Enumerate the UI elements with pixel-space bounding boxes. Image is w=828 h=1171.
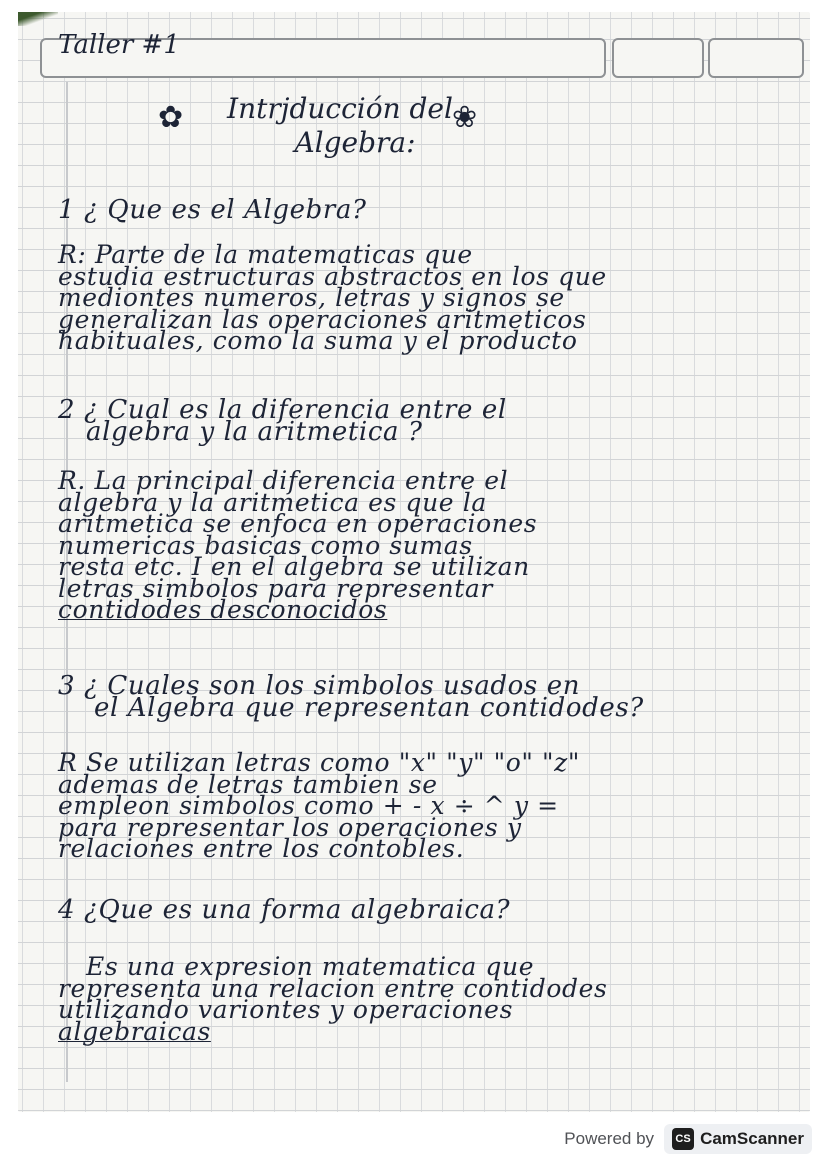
answer-3-line: R Se utilizan letras como "x" "y" "o" "z" <box>58 748 580 777</box>
question-2-line: 2 ¿ Cual es la diferencia entre el <box>58 395 507 425</box>
question-4: 4 ¿Que es una forma algebraica? <box>58 895 511 925</box>
answer-2-line: algebra y la aritmetica es que la <box>58 487 487 517</box>
answer-4-line: Es una expresion matematica que <box>86 952 535 981</box>
section-3 <box>58 671 778 723</box>
question-1: 1 ¿ Que es el Algebra? <box>58 195 367 225</box>
page-title: Taller #1 <box>58 30 180 60</box>
flower-doodle-icon: ✿ <box>158 100 184 135</box>
camscanner-icon: CS <box>672 1128 694 1150</box>
section-4 <box>58 895 778 925</box>
topic-heading <box>150 92 530 160</box>
answer-2-line: numericas basicas como sumas <box>58 530 473 560</box>
question-2-line: algebra y la aritmetica ? <box>86 416 423 447</box>
answer-1-line: R: Parte de la matematicas que <box>58 240 473 269</box>
answer-1 <box>58 240 778 355</box>
scanner-watermark <box>564 1119 812 1159</box>
answer-1-line: habituales, como la suma y el producto <box>58 326 578 355</box>
heading-line-2: Algebra: <box>294 126 416 159</box>
answer-2-line: R. La principal diferencia entre el <box>58 466 509 495</box>
answer-4-line: representa una relacion entre contidodes <box>58 973 608 1003</box>
answer-4-line: utilizando variontes y operaciones <box>58 995 514 1024</box>
answer-3-line: relaciones entre los contobles. <box>58 834 465 863</box>
date-box <box>612 38 704 78</box>
answer-1-line: generalizan las operaciones aritmeticos <box>58 304 587 334</box>
number-box <box>708 38 804 78</box>
answer-4-line: algebraicas <box>58 1016 211 1046</box>
section-1 <box>58 195 778 225</box>
answer-3-line: para representar los operaciones y <box>58 812 522 842</box>
answer-3-line: empleon simbolos como + - x ÷ ^ y = <box>58 791 559 820</box>
answer-2-line: letras simbolos para representar <box>58 573 493 603</box>
answer-1-line: estudia estructuras abstractos en los que <box>58 261 607 291</box>
answer-3 <box>58 748 778 863</box>
question-3-line: el Algebra que representan contidodes? <box>94 692 644 723</box>
answer-2 <box>58 466 778 624</box>
powered-by-label: Powered by <box>564 1129 655 1148</box>
flower-doodle-icon: ❀ <box>452 100 478 135</box>
answer-4 <box>58 952 778 1046</box>
answer-2-line: contidodes desconocidos <box>58 595 388 624</box>
section-2 <box>58 395 778 447</box>
answer-3-line: ademas de letras tambien se <box>58 769 438 799</box>
heading-line-1: Intrjducción del <box>227 92 453 125</box>
answer-2-line: resta etc. I en el algebra se utilizan <box>58 552 530 581</box>
camscanner-brand-name: CamScanner <box>700 1129 804 1148</box>
answer-2-line: aritmetica se enfoca en operaciones <box>58 509 538 538</box>
answer-1-line: mediontes numeros, letras y signos se <box>58 283 565 312</box>
notebook-cover-corner <box>18 12 58 26</box>
question-3-line: 3 ¿ Cuales son los simbolos usados en <box>58 671 581 701</box>
camscanner-logo <box>664 1124 812 1154</box>
